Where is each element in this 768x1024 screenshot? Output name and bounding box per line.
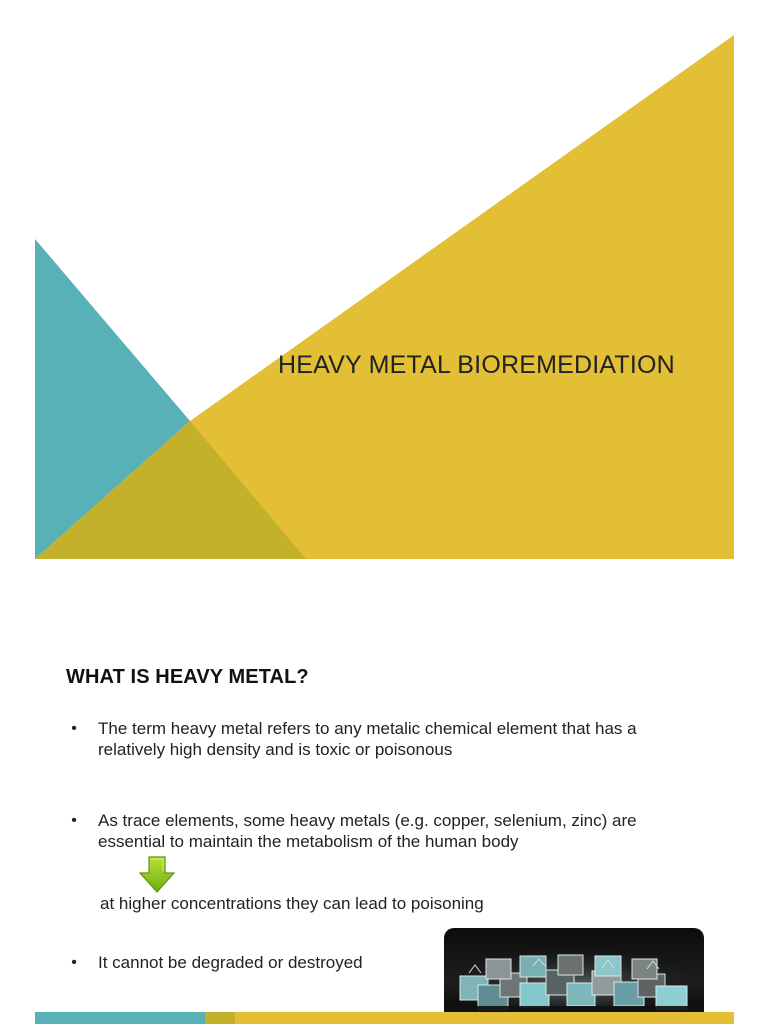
content-slide — [35, 617, 734, 1024]
bullet-text-definition: The term heavy metal refers to any metalic chemical element that has a relatively high density and is toxic or poisonous — [98, 719, 637, 759]
bullet-point-icon: • — [71, 812, 77, 829]
poisoning-note: at higher concentrations they can lead to poisoning — [100, 894, 484, 913]
title-slide — [35, 35, 734, 559]
heavy-metal-elements-image — [444, 928, 704, 1024]
bullet-text-persistence: It cannot be degraded or destroyed — [98, 953, 363, 972]
title-slide-background — [35, 35, 734, 559]
bullet-text-trace-elements: As trace elements, some heavy metals (e.g. copper, selenium, zinc) are essential to maintain the metabolism of the human body — [98, 811, 637, 851]
bullet-point-icon: • — [71, 720, 77, 737]
bullet-point-icon: • — [71, 954, 77, 971]
footer-accent-bar — [35, 1012, 734, 1024]
down-arrow-icon — [136, 854, 178, 896]
presentation-title: HEAVY METAL BIOREMEDIATION — [278, 351, 675, 379]
bullet-item-definition — [68, 718, 708, 760]
section-heading: WHAT IS HEAVY METAL? — [66, 666, 309, 688]
bullet-item-trace-elements — [68, 810, 708, 852]
